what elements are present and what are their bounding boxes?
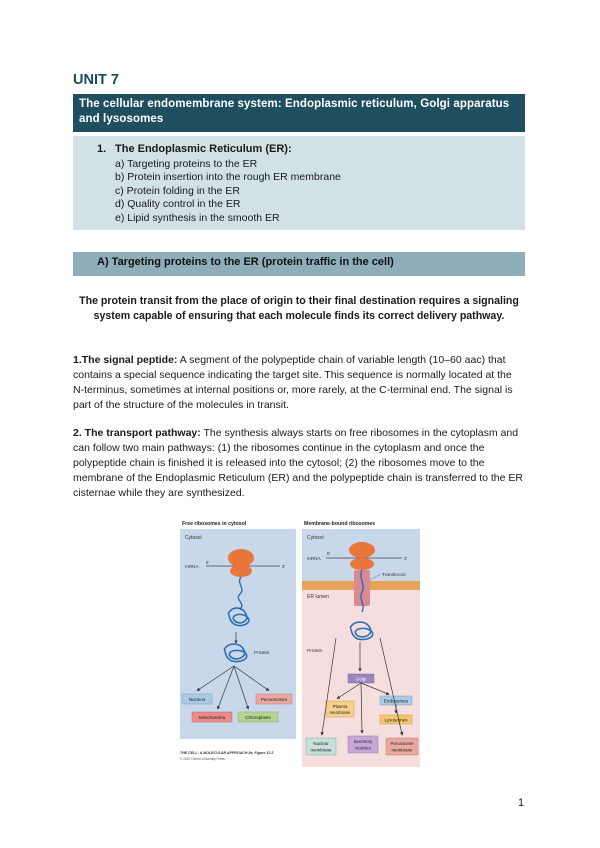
outline-item: e) Lipid synthesis in the smooth ER (115, 211, 280, 224)
section-outline (73, 136, 525, 230)
outline-number: 1. (97, 143, 107, 155)
right-mrna-label: mRNA (307, 556, 321, 561)
plasma-membrane-label-1: Plasma (332, 704, 348, 709)
outline-item: d) Quality control in the ER (115, 198, 241, 210)
right-cytosol-label: Cytosol (307, 535, 324, 541)
left-cytosol-label: Cytosol (185, 535, 202, 541)
er-lumen-label: ER lumen (307, 594, 329, 600)
right-ribosome-small (350, 558, 374, 570)
page-number: 1 (518, 797, 525, 809)
translocon-label: Translocon (382, 573, 406, 578)
chloroplasts-label: Chloroplasts (245, 715, 271, 720)
paragraph-signal-peptide (73, 353, 525, 413)
protein-sorting-figure (176, 518, 424, 776)
section-heading-banner: A) Targeting proteins to the ER (protein traffic in the cell) (73, 252, 525, 276)
left-three-prime-label: 3' (282, 564, 286, 569)
right-three-prime-label: 3' (404, 556, 408, 561)
protein-sorting-diagram (176, 518, 424, 776)
paragraph-label: 1.The signal peptide: (73, 354, 178, 366)
unit-title: UNIT 7 (73, 72, 119, 88)
left-protein-label: Protein (254, 651, 270, 656)
lysosomes-label: Lysosomes (384, 717, 408, 723)
secretory-vesicles-label-1: Secretory (353, 739, 373, 744)
lead-statement: The protein transit from the place of origin to their final destination requires a signaling system capable of ensuring that each molecule finds its correct delivery pathway. (79, 295, 519, 322)
nuclear-membrane-label-1: Nuclear (313, 741, 329, 746)
paragraph-text: A segment of the polypeptide chain of variable length (10–60 aac) that contains a special sequence indicating the target site. This sequence is normally located at the N-terminus, sometimes at internal positions or, more rarely, at the C-terminal end. The signal is part of the structure of the molecules in transit. (73, 354, 513, 411)
paragraph-transport-pathway (73, 426, 525, 501)
peroxisome-membrane-label-1: Peroxisome (390, 741, 414, 746)
right-five-prime-label: 5' (327, 551, 331, 556)
outline-heading (97, 143, 525, 157)
outline-list (97, 158, 525, 226)
chapter-title-banner: The cellular endomembrane system: Endoplasmic reticulum, Golgi apparatus and lysosomes (73, 94, 525, 132)
figure-credit: © 2019 Oxford University Press (180, 757, 225, 761)
outline-item: a) Targeting proteins to the ER (115, 157, 258, 170)
left-panel-title: Free ribosomes in cytosol (182, 521, 247, 527)
nucleus-label: Nucleus (188, 697, 206, 702)
nuclear-membrane-label-2: membrane (310, 747, 332, 753)
left-five-prime-label: 5' (206, 560, 210, 565)
left-ribosome-small (230, 565, 252, 577)
figure-caption: THE CELL: A MOLECULAR APPROACH 8e, Figure 12.2 (180, 751, 274, 755)
paragraph-label: 2. The transport pathway: (73, 427, 201, 439)
golgi-label: Golgi (355, 676, 367, 682)
right-protein-label: Protein (307, 649, 323, 654)
outline-heading-text: The Endoplasmic Reticulum (ER): (115, 143, 292, 155)
peroxisome-membrane-label-2: membrane (391, 747, 413, 753)
outline-item: c) Protein folding in the ER (115, 184, 240, 197)
paragraph-text: The synthesis always starts on free ribosomes in the cytoplasm and can follow two main pathways: (1) the ribosomes continue in the cytoplasm and once the polypeptide chain is finished it is released into the cytosol; (2) the ribosomes move to the membrane of the Endoplasmic Reticulum (ER) and the polypeptide chain is transferred to the ER cisternae while they are synthesized. (73, 427, 523, 499)
right-ribosome-large (349, 542, 375, 558)
endosomes-label: Endosomes (383, 698, 409, 704)
outline-item: b) Protein insertion into the rough ER membrane (115, 171, 341, 183)
peroxisomes-label: Peroxisomes (260, 697, 288, 702)
mitochondria-label: Mitochondria (198, 715, 226, 720)
secretory-vesicles-label-2: vesicles (355, 745, 371, 751)
left-mrna-label: mRNA (185, 564, 199, 569)
right-panel-title: Membrane-bound ribosomes (304, 521, 376, 527)
plasma-membrane-label-2: membrane (329, 710, 351, 715)
left-ribosome-large (228, 549, 254, 567)
